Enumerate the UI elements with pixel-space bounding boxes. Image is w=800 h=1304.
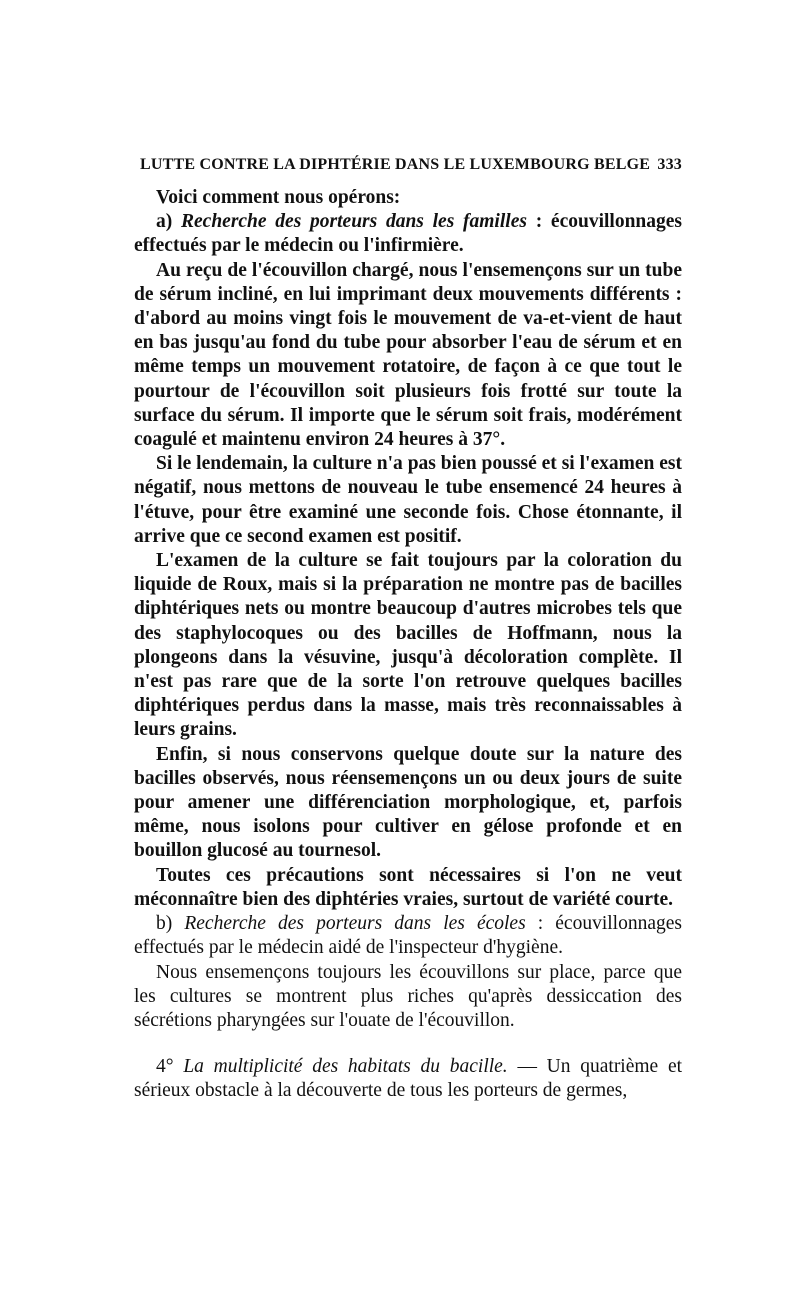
- paragraph-on-site: Nous ensemençons toujours les écouvillons sur place, parce que les cultures se montrent plus riches qu'après dessiccation des sécrétions pharyngées sur l'ouate de l'écouvillon.: [134, 961, 682, 1031]
- section-label-a: a): [156, 211, 173, 233]
- section-title-schools: Recherche des porteurs dans les écoles: [184, 913, 526, 935]
- paragraph-families: [134, 210, 682, 258]
- paragraph-schools-text: : écouvillonnages effectués par le médecin aidé de l'inspecteur d'hygiène.: [134, 913, 682, 959]
- body-text: [134, 186, 682, 1104]
- running-title: LUTTE CONTRE LA DIPHTÉRIE DANS LE LUXEMBOURG BELGE: [140, 156, 651, 173]
- paragraph-doubt: Enfin, si nous conservons quelque doute sur la nature des bacilles observés, nous réensemençons un ou deux jours de suite pour amener une différenciation morphologique, et, parfois même, nous isolons pour cultiver en gélose profonde et en bouillon glucosé au tournesol.: [134, 743, 682, 862]
- paragraph-multiplicity-text: — Un quatrième et sérieux obstacle à la découverte de tous les porteurs de germes,: [134, 1056, 683, 1102]
- paragraph-examination: L'examen de la culture se fait toujours par la coloration du liquide de Roux, mais si la préparation ne montre pas de bacilles diphtériques nets ou montre beaucoup d'autres microbes tels que des staphylocoques ou des bacilles de Hoffmann, nous la plongeons dans la vésuvine, jusqu'à décoloration complète. Il n'est pas rare que de la sorte l'on retrouve quelques bacilles diphtériques perdus dans la masse, mais très reconnaissables à leurs grains.: [134, 550, 682, 741]
- paragraph-swab-culture: Au reçu de l'écouvillon chargé, nous l'ensemençons sur un tube de sérum incliné, en lui imprimant deux mouvements différents : d'abord au moins vingt fois le mouvement de va-et-vient de haut en bas jusqu'au fond du tube pour absorber l'eau de sérum et en même temps un mouvement rotatoire, de façon à ce que tout le pourtour de l'écouvillon soit plusieurs fois frotté sur toute la surface du sérum. Il importe que le sérum soit frais, modérément coagulé et maintenu environ 24 heures à 37°.: [134, 259, 682, 451]
- paragraph-intro: Voici comment nous opérons:: [156, 187, 401, 208]
- section-title-multiplicity: La multiplicité des habitats du bacille.: [183, 1056, 508, 1078]
- paragraph-precautions: Toutes ces précautions sont nécessaires si l'on ne veut méconnaître bien des diphtéries vraies, surtout de variété courte.: [134, 864, 682, 910]
- running-head: [140, 156, 682, 174]
- paragraph-schools: [134, 912, 682, 960]
- paragraph-multiplicity: [134, 1055, 682, 1103]
- paragraph-next-day: Si le lendemain, la culture n'a pas bien poussé et si l'examen est négatif, nous mettons de nouveau le tube ensemencé 24 heures à l'étuve, pour être examiné une seconde fois. Chose étonnante, il arrive que ce second examen est positif.: [134, 453, 682, 547]
- section-label-b: b): [156, 913, 173, 935]
- section-label-4: 4°: [156, 1056, 174, 1078]
- paragraph-families-text: : écouvillonnages effectués par le médecin ou l'infirmière.: [134, 211, 683, 257]
- page-number: 333: [657, 156, 682, 173]
- section-title-families: Recherche des porteurs dans les familles: [181, 211, 527, 233]
